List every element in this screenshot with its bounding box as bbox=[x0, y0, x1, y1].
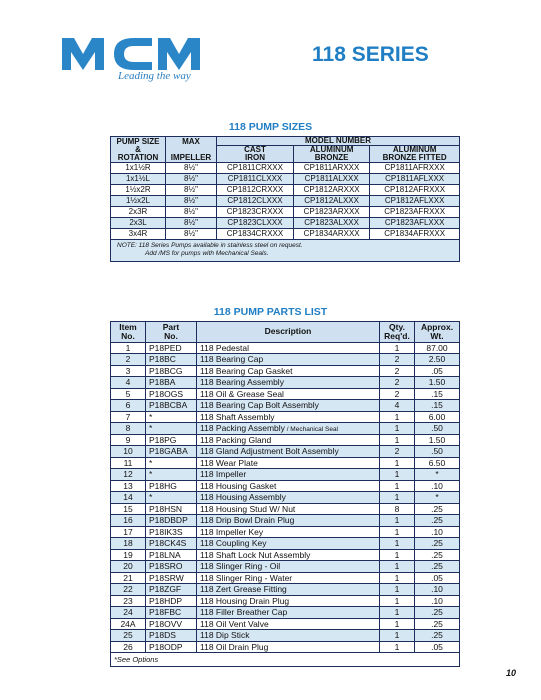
approx-wt-cell: .10 bbox=[415, 595, 460, 607]
table-row bbox=[111, 354, 460, 366]
approx-wt-cell: .05 bbox=[415, 641, 460, 653]
table-row bbox=[111, 549, 460, 561]
table-row: 1½x2L 8½" CP1812CLXXX CP1812ALXXX CP1812AFLXXX bbox=[111, 196, 460, 207]
description-cell: 118 Slinger Ring - Water bbox=[197, 572, 380, 584]
approx-wt-cell: .25 bbox=[415, 561, 460, 573]
part-no-cell: * bbox=[146, 411, 197, 423]
approx-wt-cell: 6.00 bbox=[415, 411, 460, 423]
qty-cell: 1 bbox=[380, 515, 415, 527]
item-no-cell: 17 bbox=[111, 526, 146, 538]
table-row bbox=[111, 584, 460, 596]
col-pump-size: PUMP SIZE & ROTATION bbox=[111, 137, 166, 163]
parts-note-row bbox=[111, 653, 460, 667]
col-cast-iron: CAST IRON bbox=[217, 146, 294, 163]
item-no-cell: 26 bbox=[111, 641, 146, 653]
col-item-no: Item No. bbox=[111, 322, 146, 343]
approx-wt-cell: .50 bbox=[415, 446, 460, 458]
part-no-cell: P18OGS bbox=[146, 388, 197, 400]
qty-cell: 1 bbox=[380, 607, 415, 619]
table-row bbox=[111, 561, 460, 573]
item-no-cell: 20 bbox=[111, 561, 146, 573]
part-no-cell: P18LNA bbox=[146, 549, 197, 561]
description-cell: 118 Impeller Key bbox=[197, 526, 380, 538]
approx-wt-cell: .10 bbox=[415, 480, 460, 492]
qty-cell: 1 bbox=[380, 549, 415, 561]
item-no-cell: 1 bbox=[111, 342, 146, 354]
part-no-cell: P18HSN bbox=[146, 503, 197, 515]
description-cell: 118 Coupling Key bbox=[197, 538, 380, 550]
description-cell: 118 Filler Breather Cap bbox=[197, 607, 380, 619]
qty-cell: 1 bbox=[380, 561, 415, 573]
qty-cell: 1 bbox=[380, 572, 415, 584]
qty-cell: 2 bbox=[380, 377, 415, 389]
qty-cell: 1 bbox=[380, 641, 415, 653]
qty-cell: 8 bbox=[380, 503, 415, 515]
approx-wt-cell: 87.00 bbox=[415, 342, 460, 354]
part-no-cell: P18GABA bbox=[146, 446, 197, 458]
table-row: 1x1½L 8½" CP1811CLXXX CP1811ALXXX CP1811AFLXXX bbox=[111, 174, 460, 185]
qty-cell: 1 bbox=[380, 342, 415, 354]
table-row bbox=[111, 388, 460, 400]
part-no-cell: P18PED bbox=[146, 342, 197, 354]
table-row bbox=[111, 607, 460, 619]
table-row bbox=[111, 641, 460, 653]
table-row: 2x3R 8½" CP1823CRXXX CP1823ARXXX CP1823AFRXXX bbox=[111, 207, 460, 218]
table-row bbox=[111, 365, 460, 377]
part-no-cell: P18FBC bbox=[146, 607, 197, 619]
part-no-cell: P18ZGF bbox=[146, 584, 197, 596]
table-row bbox=[111, 377, 460, 389]
approx-wt-cell: .05 bbox=[415, 572, 460, 584]
table-row bbox=[111, 503, 460, 515]
part-no-cell: P18SRO bbox=[146, 561, 197, 573]
item-no-cell: 21 bbox=[111, 572, 146, 584]
description-cell: 118 Packing Gland bbox=[197, 434, 380, 446]
description-cell: 118 Bearing Cap Bolt Assembly bbox=[197, 400, 380, 412]
description-cell: 118 Dip Stick bbox=[197, 630, 380, 642]
table-row: 1x1½R 8½" CP1811CRXXX CP1811ARXXX CP1811AFRXXX bbox=[111, 163, 460, 174]
item-no-cell: 18 bbox=[111, 538, 146, 550]
approx-wt-cell: 6.50 bbox=[415, 457, 460, 469]
description-cell: 118 Pedestal bbox=[197, 342, 380, 354]
item-no-cell: 24A bbox=[111, 618, 146, 630]
part-no-cell: P18DBDP bbox=[146, 515, 197, 527]
part-no-cell: P18PG bbox=[146, 434, 197, 446]
description-cell: 118 Packing Assembly / Mechanical Seal bbox=[197, 423, 380, 435]
description-cell: 118 Shaft Assembly bbox=[197, 411, 380, 423]
parts-list-table bbox=[110, 321, 460, 667]
part-no-cell: P18OVV bbox=[146, 618, 197, 630]
item-no-cell: 12 bbox=[111, 469, 146, 481]
description-cell: 118 Gland Adjustment Bolt Assembly bbox=[197, 446, 380, 458]
qty-cell: 2 bbox=[380, 365, 415, 377]
table-row bbox=[111, 457, 460, 469]
item-no-cell: 14 bbox=[111, 492, 146, 504]
description-cell: 118 Slinger Ring - Oil bbox=[197, 561, 380, 573]
table-row bbox=[111, 342, 460, 354]
qty-cell: 1 bbox=[380, 423, 415, 435]
table-row bbox=[111, 411, 460, 423]
col-approx-wt: Approx. Wt. bbox=[415, 322, 460, 343]
table-row: 2x3L 8½" CP1823CLXXX CP1823ALXXX CP1823AFLXXX bbox=[111, 218, 460, 229]
item-no-cell: 19 bbox=[111, 549, 146, 561]
item-no-cell: 4 bbox=[111, 377, 146, 389]
approx-wt-cell: .10 bbox=[415, 526, 460, 538]
approx-wt-cell: .25 bbox=[415, 503, 460, 515]
see-options-note: *See Options bbox=[111, 653, 460, 667]
table-row bbox=[111, 446, 460, 458]
table-row bbox=[111, 595, 460, 607]
table-row bbox=[111, 526, 460, 538]
description-cell: 118 Housing Stud W/ Nut bbox=[197, 503, 380, 515]
approx-wt-cell: .05 bbox=[415, 365, 460, 377]
col-aluminum-bronze: ALUMINUM BRONZE bbox=[293, 146, 369, 163]
tagline: Leading the way bbox=[118, 70, 191, 82]
item-no-cell: 25 bbox=[111, 630, 146, 642]
qty-cell: 1 bbox=[380, 411, 415, 423]
description-cell: 118 Drip Bowl Drain Plug bbox=[197, 515, 380, 527]
table-row bbox=[111, 423, 460, 435]
approx-wt-cell: .25 bbox=[415, 607, 460, 619]
approx-wt-cell: .15 bbox=[415, 388, 460, 400]
item-no-cell: 16 bbox=[111, 515, 146, 527]
table-row bbox=[111, 400, 460, 412]
description-cell: 118 Zert Grease Fitting bbox=[197, 584, 380, 596]
item-no-cell: 22 bbox=[111, 584, 146, 596]
approx-wt-cell: * bbox=[415, 469, 460, 481]
qty-cell: 1 bbox=[380, 618, 415, 630]
part-no-cell: P18BC bbox=[146, 354, 197, 366]
qty-cell: 1 bbox=[380, 492, 415, 504]
part-no-cell: P18BCBA bbox=[146, 400, 197, 412]
part-no-cell: P18DS bbox=[146, 630, 197, 642]
part-no-cell: * bbox=[146, 457, 197, 469]
description-cell: 118 Wear Plate bbox=[197, 457, 380, 469]
item-no-cell: 3 bbox=[111, 365, 146, 377]
table-row bbox=[111, 469, 460, 481]
col-part-no: Part No. bbox=[146, 322, 197, 343]
item-no-cell: 23 bbox=[111, 595, 146, 607]
part-no-cell: P18IK3S bbox=[146, 526, 197, 538]
col-model-number: MODEL NUMBER bbox=[217, 137, 460, 146]
item-no-cell: 13 bbox=[111, 480, 146, 492]
table-row bbox=[111, 434, 460, 446]
approx-wt-cell: 1.50 bbox=[415, 377, 460, 389]
page-number: 10 bbox=[506, 668, 517, 678]
item-no-cell: 9 bbox=[111, 434, 146, 446]
table-row bbox=[111, 572, 460, 584]
description-cell: 118 Housing Assembly bbox=[197, 492, 380, 504]
description-cell: 118 Housing Gasket bbox=[197, 480, 380, 492]
table-row bbox=[111, 515, 460, 527]
qty-cell: 1 bbox=[380, 595, 415, 607]
part-no-cell: P18BCG bbox=[146, 365, 197, 377]
qty-cell: 2 bbox=[380, 446, 415, 458]
part-no-cell: P18BA bbox=[146, 377, 197, 389]
description-cell: 118 Oil Drain Plug bbox=[197, 641, 380, 653]
item-no-cell: 15 bbox=[111, 503, 146, 515]
table-row bbox=[111, 492, 460, 504]
part-no-cell: * bbox=[146, 469, 197, 481]
description-cell: 118 Housing Drain Plug bbox=[197, 595, 380, 607]
col-aluminum-bronze-fitted: ALUMINUM BRONZE FITTED bbox=[370, 146, 460, 163]
approx-wt-cell: .25 bbox=[415, 618, 460, 630]
series-title: 118 SERIES bbox=[312, 43, 429, 66]
approx-wt-cell: * bbox=[415, 492, 460, 504]
qty-cell: 1 bbox=[380, 434, 415, 446]
part-no-cell: * bbox=[146, 492, 197, 504]
col-qty: Qty. Req'd. bbox=[380, 322, 415, 343]
item-no-cell: 6 bbox=[111, 400, 146, 412]
table-note-row bbox=[111, 240, 460, 262]
description-cell: 118 Impeller bbox=[197, 469, 380, 481]
qty-cell: 2 bbox=[380, 388, 415, 400]
col-description: Description bbox=[197, 322, 380, 343]
approx-wt-cell: .10 bbox=[415, 584, 460, 596]
description-cell: 118 Oil & Grease Seal bbox=[197, 388, 380, 400]
table-row bbox=[111, 630, 460, 642]
description-cell: 118 Bearing Cap Gasket bbox=[197, 365, 380, 377]
table-row: 3x4R 8½" CP1834CRXXX CP1834ARXXX CP1834AFRXXX bbox=[111, 229, 460, 240]
part-no-cell: * bbox=[146, 423, 197, 435]
part-no-cell: P18HG bbox=[146, 480, 197, 492]
qty-cell: 1 bbox=[380, 457, 415, 469]
table-row: 1½x2R 8½" CP1812CRXXX CP1812ARXXX CP1812AFRXXX bbox=[111, 185, 460, 196]
description-cell: 118 Shaft Lock Nut Assembly bbox=[197, 549, 380, 561]
qty-cell: 4 bbox=[380, 400, 415, 412]
qty-cell: 1 bbox=[380, 538, 415, 550]
item-no-cell: 5 bbox=[111, 388, 146, 400]
approx-wt-cell: .50 bbox=[415, 423, 460, 435]
table-row bbox=[111, 480, 460, 492]
description-cell: 118 Bearing Cap bbox=[197, 354, 380, 366]
approx-wt-cell: .25 bbox=[415, 549, 460, 561]
qty-cell: 1 bbox=[380, 526, 415, 538]
pump-sizes-note: NOTE: 118 Series Pumps available in stainless steel on request. Add /MS for pumps with Mechanical Seals. bbox=[111, 240, 460, 262]
approx-wt-cell: 2.50 bbox=[415, 354, 460, 366]
qty-cell: 2 bbox=[380, 354, 415, 366]
item-no-cell: 10 bbox=[111, 446, 146, 458]
item-no-cell: 7 bbox=[111, 411, 146, 423]
item-no-cell: 24 bbox=[111, 607, 146, 619]
item-no-cell: 2 bbox=[111, 354, 146, 366]
table-row bbox=[111, 538, 460, 550]
item-no-cell: 8 bbox=[111, 423, 146, 435]
description-cell: 118 Oil Vent Valve bbox=[197, 618, 380, 630]
approx-wt-cell: .25 bbox=[415, 538, 460, 550]
item-no-cell: 11 bbox=[111, 457, 146, 469]
parts-list-title: 118 PUMP PARTS LIST bbox=[213, 306, 328, 318]
part-no-cell: P18CK4S bbox=[146, 538, 197, 550]
approx-wt-cell: .25 bbox=[415, 630, 460, 642]
qty-cell: 1 bbox=[380, 630, 415, 642]
pump-sizes-title: 118 PUMP SIZES bbox=[228, 121, 313, 133]
qty-cell: 1 bbox=[380, 469, 415, 481]
qty-cell: 1 bbox=[380, 480, 415, 492]
approx-wt-cell: 1.50 bbox=[415, 434, 460, 446]
pump-sizes-table bbox=[110, 136, 460, 262]
description-cell: 118 Bearing Assembly bbox=[197, 377, 380, 389]
part-no-cell: P18HDP bbox=[146, 595, 197, 607]
part-no-cell: P18SRW bbox=[146, 572, 197, 584]
qty-cell: 1 bbox=[380, 584, 415, 596]
approx-wt-cell: .25 bbox=[415, 515, 460, 527]
table-row bbox=[111, 618, 460, 630]
approx-wt-cell: .15 bbox=[415, 400, 460, 412]
col-max-impeller: MAX IMPELLER bbox=[166, 137, 217, 163]
part-no-cell: P18ODP bbox=[146, 641, 197, 653]
